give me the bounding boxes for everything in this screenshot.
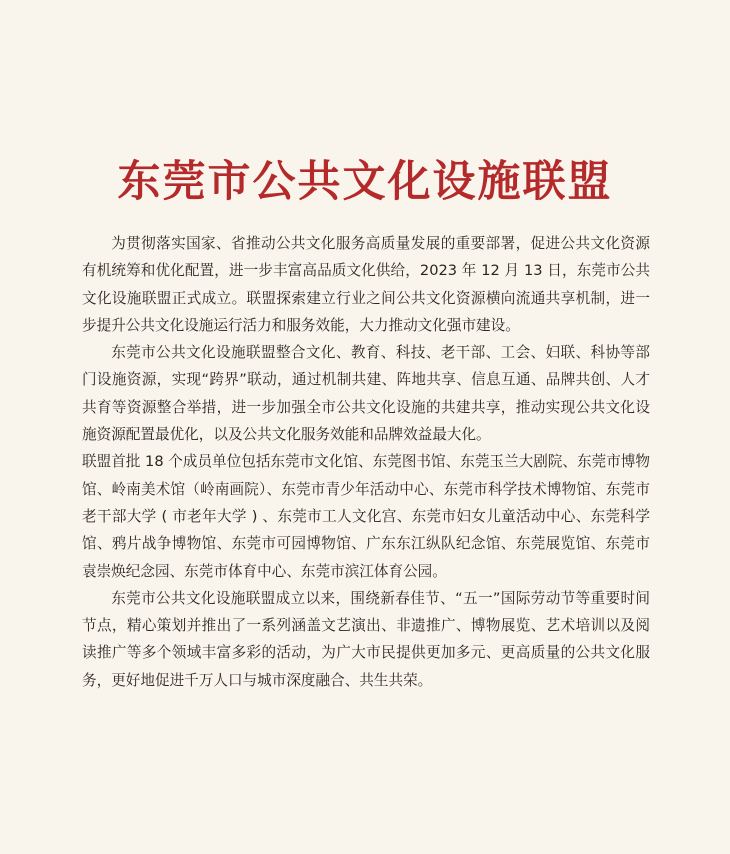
paragraph-intro: 为贯彻落实国家、省推动公共文化服务高质量发展的重要部署，促进公共文化资源有机统筹和优化配置，进一步丰富高品质文化供给，2023 年 12 月 13 日，东莞市公共文化设施联盟正式成立。联盟探索建立行业之间公共文化资源横向流通共享机制，进一步提升公共文化设施运行活力和服务效能，大力推动文化强市建设。 [82, 235, 650, 334]
paragraph-members: 联盟首批 18 个成员单位包括东莞市文化馆、东莞图书馆、东莞玉兰大剧院、东莞市博物馆、岭南美术馆（岭南画院）、东莞市青少年活动中心、东莞市科学技术博物馆、东莞市老干部大学 ( 市老年大学 ) 、东莞市工人文化宫、东莞市妇女儿童活动中心、东莞科学馆、鸦片战争博物馆、东莞市可园博物馆、广东东江纵队纪念馆、东莞展览馆、东莞市袁崇焕纪念园、东莞市体育中心、东莞市滨江体育公园。 [82, 453, 650, 580]
paragraph-activities: 东莞市公共文化设施联盟成立以来，围绕新春佳节、“五一”国际劳动节等重要时间节点，精心策划并推出了一系列涵盖文艺演出、非遗推广、博物展览、艺术培训以及阅读推广等多个领域丰富多彩的活动，为广大市民提供更加多元、更高质量的公共文化服务，更好地促进千万人口与城市深度融合、共生共荣。 [82, 589, 650, 689]
article-body [82, 230, 650, 694]
page-title: 东莞市公共文化设施联盟 [117, 156, 613, 207]
paragraph-integration: 东莞市公共文化设施联盟整合文化、教育、科技、老干部、工会、妇联、科协等部门设施资源，实现“跨界”联动，通过机制共建、阵地共享、信息互通、品牌共创、人才共育等资源整合举措，进一步加强全市公共文化设施的共建共享，推动实现公共文化设施资源配置最优化，以及公共文化服务效能和品牌效益最大化。 [82, 344, 650, 444]
